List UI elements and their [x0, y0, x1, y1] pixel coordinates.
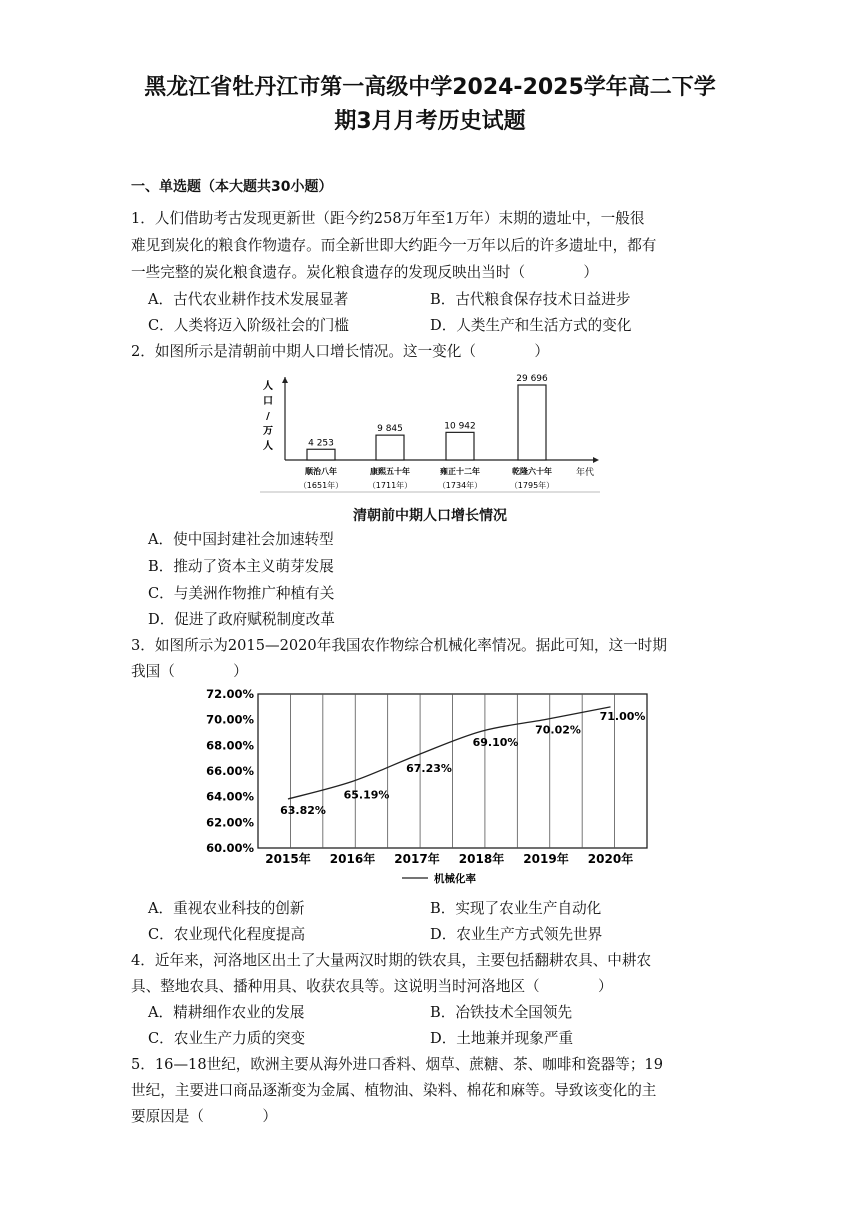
- q1-option-a[interactable]: A．古代农业耕作技术发展显著: [148, 291, 349, 308]
- q2-option-a[interactable]: A．使中国封建社会加速转型: [148, 531, 334, 548]
- category-year-label: （1711年）: [367, 481, 413, 490]
- q3-line-1: 3．如图所示为2015—2020年我国农作物综合机械化率情况。据此可知，这一时期: [131, 637, 667, 654]
- q3-option-b[interactable]: B．实现了农业生产自动化: [430, 900, 602, 917]
- bar-value-label: 9 845: [377, 424, 403, 435]
- section-heading: 一、单选题（本大题共30小题）: [131, 179, 333, 195]
- q1-line-3: 一些完整的炭化粮食遗存。炭化粮食遗存的发现反映出当时（ ）: [131, 264, 599, 281]
- q5-line-3: 要原因是（ ）: [131, 1108, 277, 1125]
- data-value-label: 65.19%: [343, 788, 390, 802]
- population-bar-chart: [255, 365, 605, 495]
- q4-option-b[interactable]: B．冶铁技术全国领先: [430, 1004, 573, 1021]
- q1-line-2: 难见到炭化的粮食作物遗存。而全新世即大约距今一万年以后的许多遗址中，都有: [131, 237, 657, 254]
- data-value-label: 63.82%: [280, 803, 326, 817]
- q1-option-c[interactable]: C．人类将迈入阶级社会的门槛: [148, 317, 349, 334]
- page-title-line1: 黑龙江省牡丹江市第一高级中学2024-2025学年高二下学: [144, 75, 716, 100]
- q1-line-1: 1．人们借助考古发现更新世（距今约258万年至1万年）末期的遗址中，一般很: [131, 210, 645, 227]
- y-tick-label: 62.00%: [206, 815, 254, 830]
- q3-option-a[interactable]: A．重视农业科技的创新: [148, 900, 305, 917]
- y-axis-label-char: 人: [263, 441, 273, 452]
- x-tick-label: 2017年: [394, 852, 440, 866]
- mechanization-line-chart: [200, 685, 660, 890]
- bar-value-label: 10 942: [444, 421, 476, 432]
- q4-line-2: 具、整地农具、播种用具、收获农具等。这说明当时河洛地区（ ）: [131, 978, 613, 995]
- y-axis-label-char: 口: [263, 396, 273, 407]
- legend-label: 机械化率: [434, 873, 476, 885]
- q2-option-b[interactable]: B．推动了资本主义萌芽发展: [148, 558, 334, 575]
- q1-option-b[interactable]: B．古代粮食保存技术日益进步: [430, 291, 631, 308]
- bar-value-label: 29 696: [516, 374, 548, 384]
- category-name-label: 雍正十二年: [440, 467, 480, 476]
- data-value-label: 67.23%: [406, 762, 452, 776]
- q5-line-2: 世纪，主要进口商品逐渐变为金属、植物油、染料、棉花和麻等。导致该变化的主: [131, 1082, 657, 1099]
- y-tick-label: 68.00%: [206, 738, 254, 753]
- population-bar: [376, 435, 404, 460]
- q1-option-d[interactable]: D．人类生产和生活方式的变化: [430, 317, 632, 334]
- q3-option-d[interactable]: D．农业生产方式领先世界: [430, 926, 603, 943]
- q4-option-a[interactable]: A．精耕细作农业的发展: [148, 1004, 305, 1021]
- population-chart-caption: 清朝前中期人口增长情况: [353, 508, 507, 524]
- x-tick-label: 2020年: [587, 852, 634, 866]
- y-axis-label-char: 万: [263, 426, 273, 437]
- q4-option-d[interactable]: D．土地兼并现象严重: [430, 1030, 574, 1047]
- category-year-label: （1734年）: [437, 481, 483, 490]
- y-axis-label-char: /: [266, 411, 270, 422]
- q5-line-1: 5．16—18世纪，欧洲主要从海外进口香料、烟草、蔗糖、茶、咖啡和瓷器等；19: [131, 1056, 663, 1073]
- q4-line-1: 4．近年来，河洛地区出土了大量两汉时期的铁农具，主要包括翻耕农具、中耕农: [131, 952, 652, 969]
- page-title-line2: 期3月月考历史试题: [334, 109, 526, 134]
- q3-option-c[interactable]: C．农业现代化程度提高: [148, 926, 306, 943]
- q4-option-c[interactable]: C．农业生产力质的突变: [148, 1030, 306, 1047]
- y-tick-label: 70.00%: [206, 712, 254, 727]
- population-bar: [518, 385, 546, 460]
- x-axis-arrow: [593, 457, 599, 463]
- x-tick-label: 2018年: [458, 852, 505, 866]
- q2-option-d[interactable]: D．促进了政府赋税制度改革: [148, 611, 335, 628]
- y-axis-arrow: [282, 377, 288, 383]
- data-value-label: 69.10%: [472, 736, 519, 750]
- category-year-label: （1651年）: [298, 481, 344, 490]
- q2-option-c[interactable]: C．与美洲作物推广种植有关: [148, 585, 335, 602]
- category-name-label: 乾隆六十年: [512, 467, 552, 476]
- x-tick-label: 2016年: [329, 852, 376, 866]
- category-year-label: （1795年）: [509, 481, 555, 490]
- y-tick-label: 60.00%: [206, 841, 254, 855]
- category-name-label: 顺治八年: [305, 467, 337, 476]
- y-tick-label: 72.00%: [206, 687, 254, 701]
- bar-value-label: 4 253: [308, 438, 334, 449]
- population-bar: [446, 432, 474, 460]
- y-axis-label-char: 人: [263, 381, 273, 392]
- q3-line-2: 我国（ ）: [131, 663, 248, 680]
- x-tick-label: 2015年: [265, 852, 311, 866]
- x-tick-label: 2019年: [523, 852, 569, 866]
- data-value-label: 71.00%: [599, 709, 646, 723]
- data-value-label: 70.02%: [535, 723, 581, 737]
- y-tick-label: 64.00%: [206, 789, 254, 804]
- y-tick-label: 66.00%: [206, 764, 254, 778]
- q2-line-1: 2．如图所示是清朝前中期人口增长情况。这一变化（ ）: [131, 343, 549, 360]
- population-bar: [307, 449, 335, 460]
- category-name-label: 康熙五十年: [370, 467, 410, 476]
- x-axis-label: 年代: [575, 468, 595, 478]
